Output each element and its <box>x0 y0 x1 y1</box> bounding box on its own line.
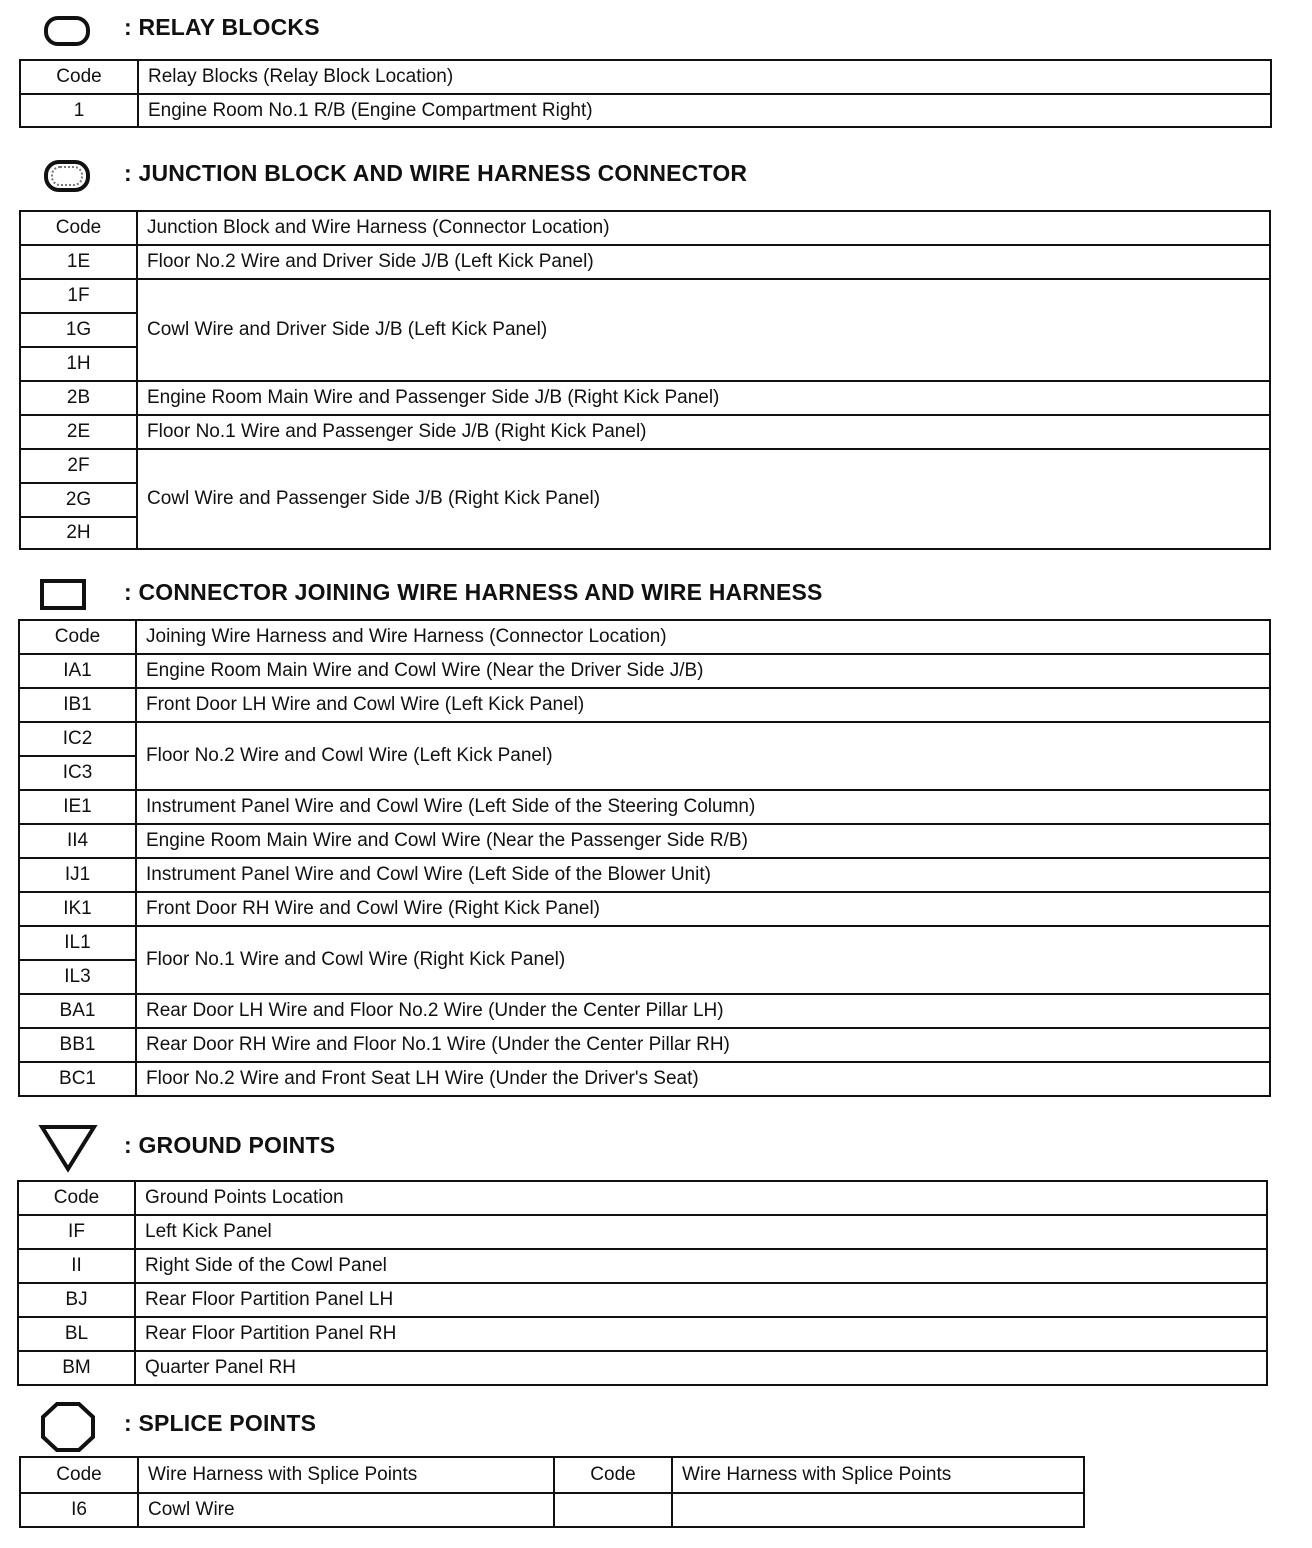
description-cell: Floor No.2 Wire and Front Seat LH Wire (Under the Driver's Seat) <box>136 1062 1270 1096</box>
table-row <box>18 1351 1267 1385</box>
description-cell: Right Side of the Cowl Panel <box>135 1249 1267 1283</box>
description-cell: Quarter Panel RH <box>135 1351 1267 1385</box>
description-cell: Rear Door RH Wire and Floor No.1 Wire (Under the Center Pillar RH) <box>136 1028 1270 1062</box>
ground-points-table <box>17 1180 1268 1386</box>
description-cell: Engine Room Main Wire and Passenger Side J/B (Right Kick Panel) <box>137 381 1270 415</box>
code-cell: BC1 <box>19 1062 136 1096</box>
description-cell: Floor No.2 Wire and Cowl Wire (Left Kick Panel) <box>136 722 1270 790</box>
description-header: Joining Wire Harness and Wire Harness (Connector Location) <box>136 620 1270 654</box>
code-cell: 2G <box>20 483 137 517</box>
description-header: Ground Points Location <box>135 1181 1267 1215</box>
table-row <box>19 858 1270 892</box>
code-cell: 1G <box>20 313 137 347</box>
splice-points-heading <box>0 1400 600 1450</box>
description-cell: Cowl Wire and Driver Side J/B (Left Kick Panel) <box>137 279 1270 381</box>
code-cell: 1 <box>20 94 138 127</box>
table-row <box>20 449 1270 483</box>
junction-block-table <box>19 210 1271 550</box>
code-cell: BA1 <box>19 994 136 1028</box>
relay-blocks-heading <box>0 6 600 56</box>
description-header: Junction Block and Wire Harness (Connector Location) <box>137 211 1270 245</box>
code-cell: BM <box>18 1351 135 1385</box>
code-cell: IA1 <box>19 654 136 688</box>
table-header-row <box>20 60 1271 94</box>
table-row <box>20 381 1270 415</box>
table-row <box>19 1028 1270 1062</box>
code-header: Code <box>554 1457 672 1493</box>
code-header: Code <box>18 1181 135 1215</box>
code-cell: 1F <box>20 279 137 313</box>
dotted-rounded-rectangle-icon <box>43 158 91 194</box>
table-row <box>20 245 1270 279</box>
table-row <box>19 654 1270 688</box>
table-row <box>19 1062 1270 1096</box>
table-row <box>20 279 1270 313</box>
table-row <box>20 415 1270 449</box>
rectangle-icon <box>39 578 87 612</box>
description-cell: Engine Room No.1 R/B (Engine Compartment Right) <box>138 94 1271 127</box>
code-cell: I6 <box>20 1493 138 1527</box>
table-header-row <box>20 211 1270 245</box>
description-cell: Front Door LH Wire and Cowl Wire (Left Kick Panel) <box>136 688 1270 722</box>
description-cell: Floor No.1 Wire and Cowl Wire (Right Kick Panel) <box>136 926 1270 994</box>
code-cell <box>554 1493 672 1527</box>
description-cell: Rear Floor Partition Panel LH <box>135 1283 1267 1317</box>
code-cell: 1E <box>20 245 137 279</box>
description-header: Relay Blocks (Relay Block Location) <box>138 60 1271 94</box>
table-row <box>18 1317 1267 1351</box>
section-title: : JUNCTION BLOCK AND WIRE HARNESS CONNECTOR <box>124 160 748 186</box>
table-header-row <box>19 620 1270 654</box>
description-header: Wire Harness with Splice Points <box>672 1457 1084 1493</box>
table-row <box>18 1283 1267 1317</box>
description-header: Wire Harness with Splice Points <box>138 1457 554 1493</box>
description-cell: Floor No.2 Wire and Driver Side J/B (Left Kick Panel) <box>137 245 1270 279</box>
table-row <box>18 1215 1267 1249</box>
table-header-row <box>18 1181 1267 1215</box>
table-row <box>18 1249 1267 1283</box>
code-cell: IK1 <box>19 892 136 926</box>
code-cell: 2F <box>20 449 137 483</box>
code-header: Code <box>20 60 138 94</box>
connector-joining-table <box>18 619 1271 1097</box>
connector-joining-heading <box>0 570 1000 620</box>
code-cell: BL <box>18 1317 135 1351</box>
table-row <box>19 994 1270 1028</box>
code-cell: IL1 <box>19 926 136 960</box>
table-row <box>19 790 1270 824</box>
table-row <box>19 688 1270 722</box>
description-cell: Front Door RH Wire and Cowl Wire (Right Kick Panel) <box>136 892 1270 926</box>
octagon-icon <box>38 1400 98 1454</box>
table-row <box>20 1493 1084 1527</box>
description-cell: Rear Floor Partition Panel RH <box>135 1317 1267 1351</box>
code-cell: 2E <box>20 415 137 449</box>
table-row <box>20 94 1271 127</box>
code-cell: 2B <box>20 381 137 415</box>
code-cell: IB1 <box>19 688 136 722</box>
section-title: : SPLICE POINTS <box>124 1410 317 1436</box>
code-cell: IF <box>18 1215 135 1249</box>
description-cell: Cowl Wire and Passenger Side J/B (Right Kick Panel) <box>137 449 1270 549</box>
code-header: Code <box>19 620 136 654</box>
junction-block-heading <box>0 152 900 202</box>
table-row <box>19 824 1270 858</box>
description-cell <box>672 1493 1084 1527</box>
description-cell: Instrument Panel Wire and Cowl Wire (Left Side of the Steering Column) <box>136 790 1270 824</box>
code-cell: IJ1 <box>19 858 136 892</box>
code-header: Code <box>20 211 137 245</box>
table-row <box>19 926 1270 960</box>
code-cell: 2H <box>20 517 137 549</box>
section-title: : CONNECTOR JOINING WIRE HARNESS AND WIRE HARNESS <box>124 579 823 605</box>
code-cell: IE1 <box>19 790 136 824</box>
triangle-down-icon <box>38 1122 98 1174</box>
relay-blocks-table <box>19 59 1272 128</box>
table-header-row <box>20 1457 1084 1493</box>
rounded-rectangle-icon <box>43 14 91 48</box>
description-cell: Left Kick Panel <box>135 1215 1267 1249</box>
code-cell: IC3 <box>19 756 136 790</box>
code-header: Code <box>20 1457 138 1493</box>
code-cell: II4 <box>19 824 136 858</box>
code-cell: BJ <box>18 1283 135 1317</box>
description-cell: Instrument Panel Wire and Cowl Wire (Left Side of the Blower Unit) <box>136 858 1270 892</box>
ground-points-heading <box>0 1122 600 1172</box>
splice-points-table <box>19 1456 1085 1528</box>
description-cell: Floor No.1 Wire and Passenger Side J/B (Right Kick Panel) <box>137 415 1270 449</box>
section-title: : RELAY BLOCKS <box>124 14 320 40</box>
description-cell: Engine Room Main Wire and Cowl Wire (Near the Passenger Side R/B) <box>136 824 1270 858</box>
description-cell: Rear Door LH Wire and Floor No.2 Wire (Under the Center Pillar LH) <box>136 994 1270 1028</box>
code-cell: IC2 <box>19 722 136 756</box>
table-row <box>19 722 1270 756</box>
code-cell: IL3 <box>19 960 136 994</box>
description-cell: Engine Room Main Wire and Cowl Wire (Near the Driver Side J/B) <box>136 654 1270 688</box>
code-cell: 1H <box>20 347 137 381</box>
code-cell: BB1 <box>19 1028 136 1062</box>
table-row <box>19 892 1270 926</box>
code-cell: II <box>18 1249 135 1283</box>
section-title: : GROUND POINTS <box>124 1132 336 1158</box>
description-cell: Cowl Wire <box>138 1493 554 1527</box>
